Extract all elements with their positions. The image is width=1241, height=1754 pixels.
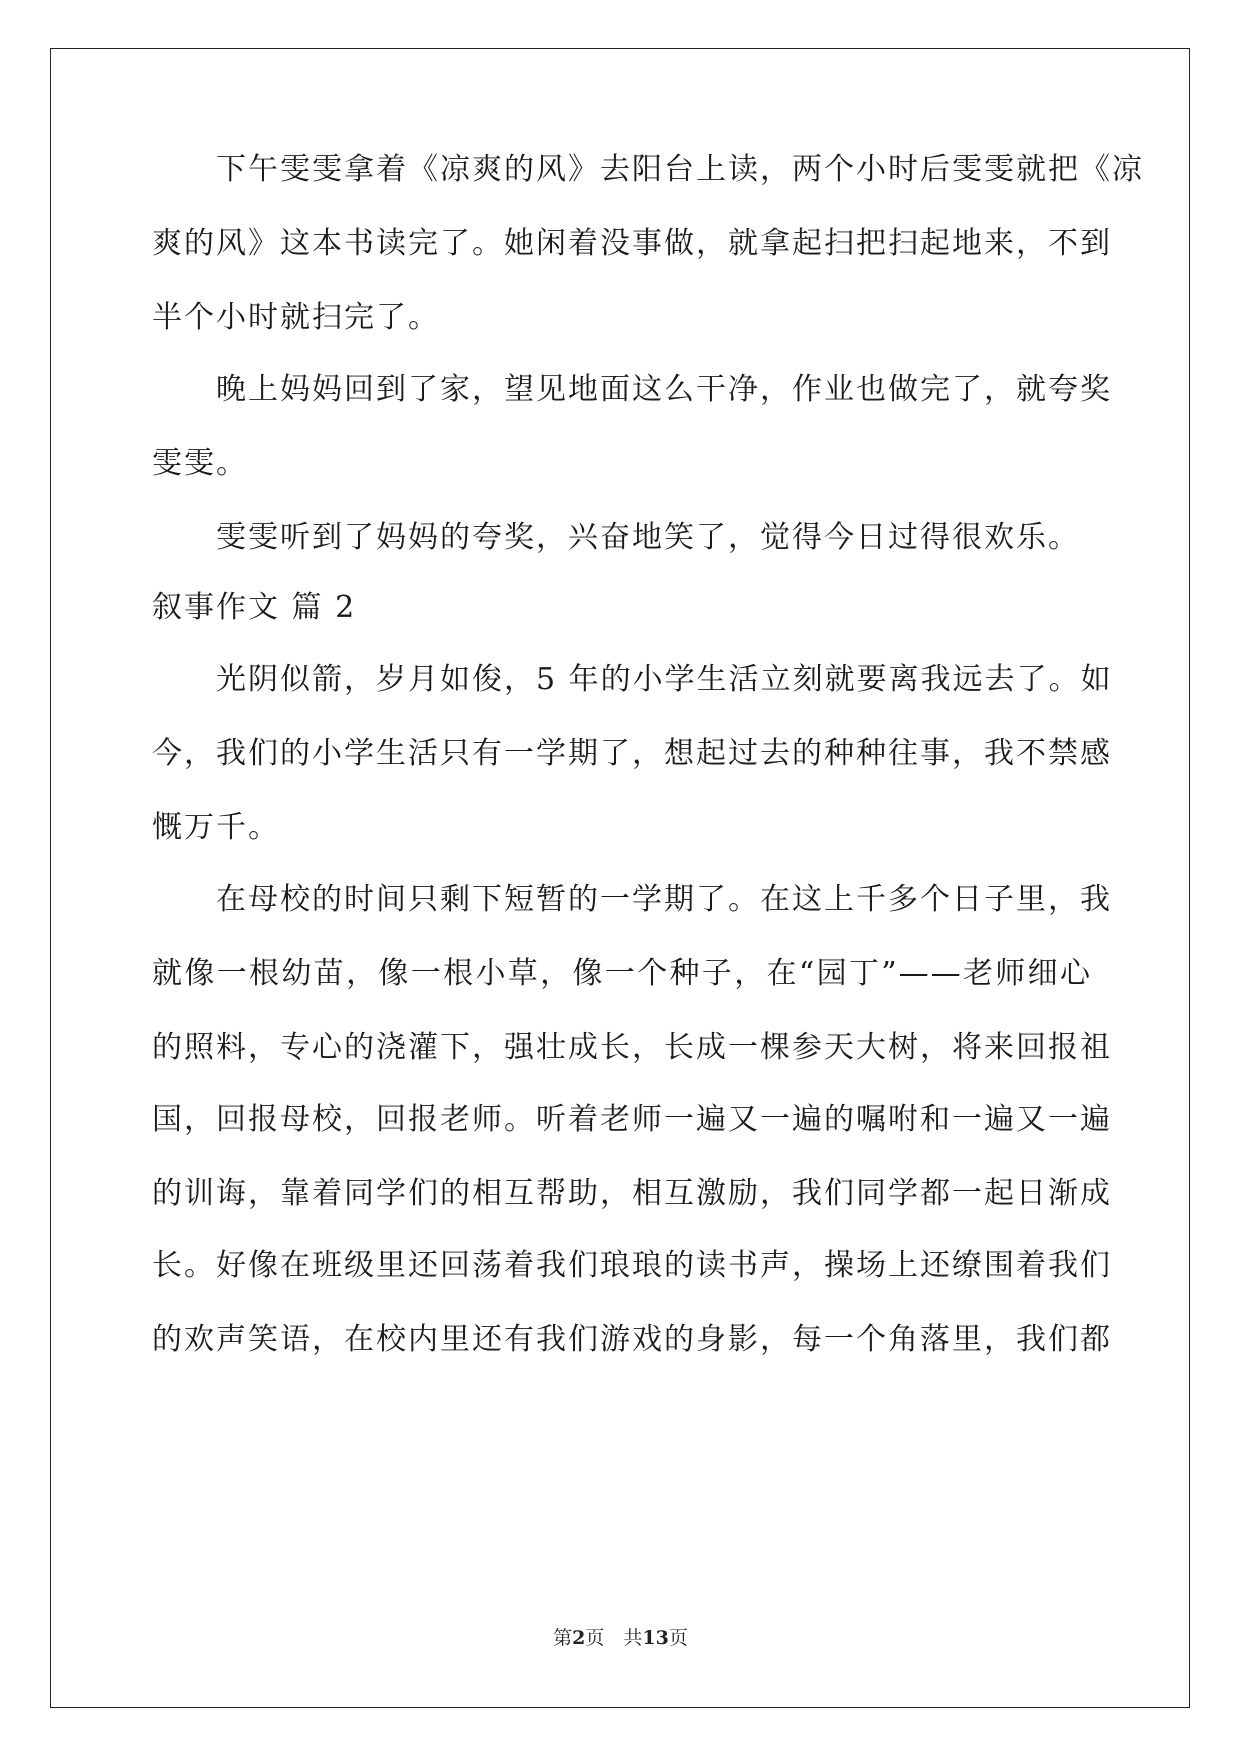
total-page-count: 13 xyxy=(642,1627,669,1649)
text-line: 下午雯雯拿着《凉爽的风》去阳台上读，两个小时后雯雯就把《凉 xyxy=(152,152,1144,187)
text-line: 光阴似箭，岁月如俊，5 年的小学生活立刻就要离我远去了。如 xyxy=(152,662,1113,697)
page-border xyxy=(50,48,1190,1708)
text-line: 今，我们的小学生活只有一学期了，想起过去的种种往事，我不禁感 xyxy=(152,736,1112,771)
text-line: 的照料，专心的浇灌下，强壮成长，长成一棵参天大树，将来回报祖 xyxy=(152,1030,1112,1065)
text-line: 爽的风》这本书读完了。她闲着没事做，就拿起扫把扫起地来，不到 xyxy=(152,226,1112,261)
text-line: 长。好像在班级里还回荡着我们琅琅的读书声，操场上还缭围着我们 xyxy=(152,1248,1112,1283)
footer-page-suffix: 页 共 xyxy=(585,1627,643,1649)
text-line: 的欢声笑语，在校内里还有我们游戏的身影，每一个角落里，我们都 xyxy=(152,1322,1112,1357)
text-line: 雯雯。 xyxy=(152,446,248,481)
text-line: 就像一根幼苗，像一根小草，像一个种子，在“园丁”——老师细心 xyxy=(152,956,1092,991)
footer-prefix: 第 xyxy=(553,1627,573,1649)
text-line: 国，回报母校，回报老师。听着老师一遍又一遍的嘱咐和一遍又一遍 xyxy=(152,1102,1112,1137)
text-line: 雯雯听到了妈妈的夸奖，兴奋地笑了，觉得今日过得很欢乐。 xyxy=(152,520,1080,555)
text-line: 半个小时就扫完了。 xyxy=(152,300,440,335)
text-line: 晚上妈妈回到了家，望见地面这么干净，作业也做完了，就夸奖 xyxy=(152,372,1112,407)
text-line: 在母校的时间只剩下短暂的一学期了。在这上千多个日子里，我 xyxy=(152,882,1112,917)
current-page-number: 2 xyxy=(572,1627,586,1649)
text-line: 的训诲，靠着同学们的相互帮助，相互激励，我们同学都一起日渐成 xyxy=(152,1176,1112,1211)
footer-total-suffix: 页 xyxy=(668,1627,688,1649)
text-line: 慨万千。 xyxy=(152,810,280,845)
section-heading: 叙事作文 篇 2 xyxy=(152,590,357,625)
page-footer xyxy=(0,1626,1241,1650)
